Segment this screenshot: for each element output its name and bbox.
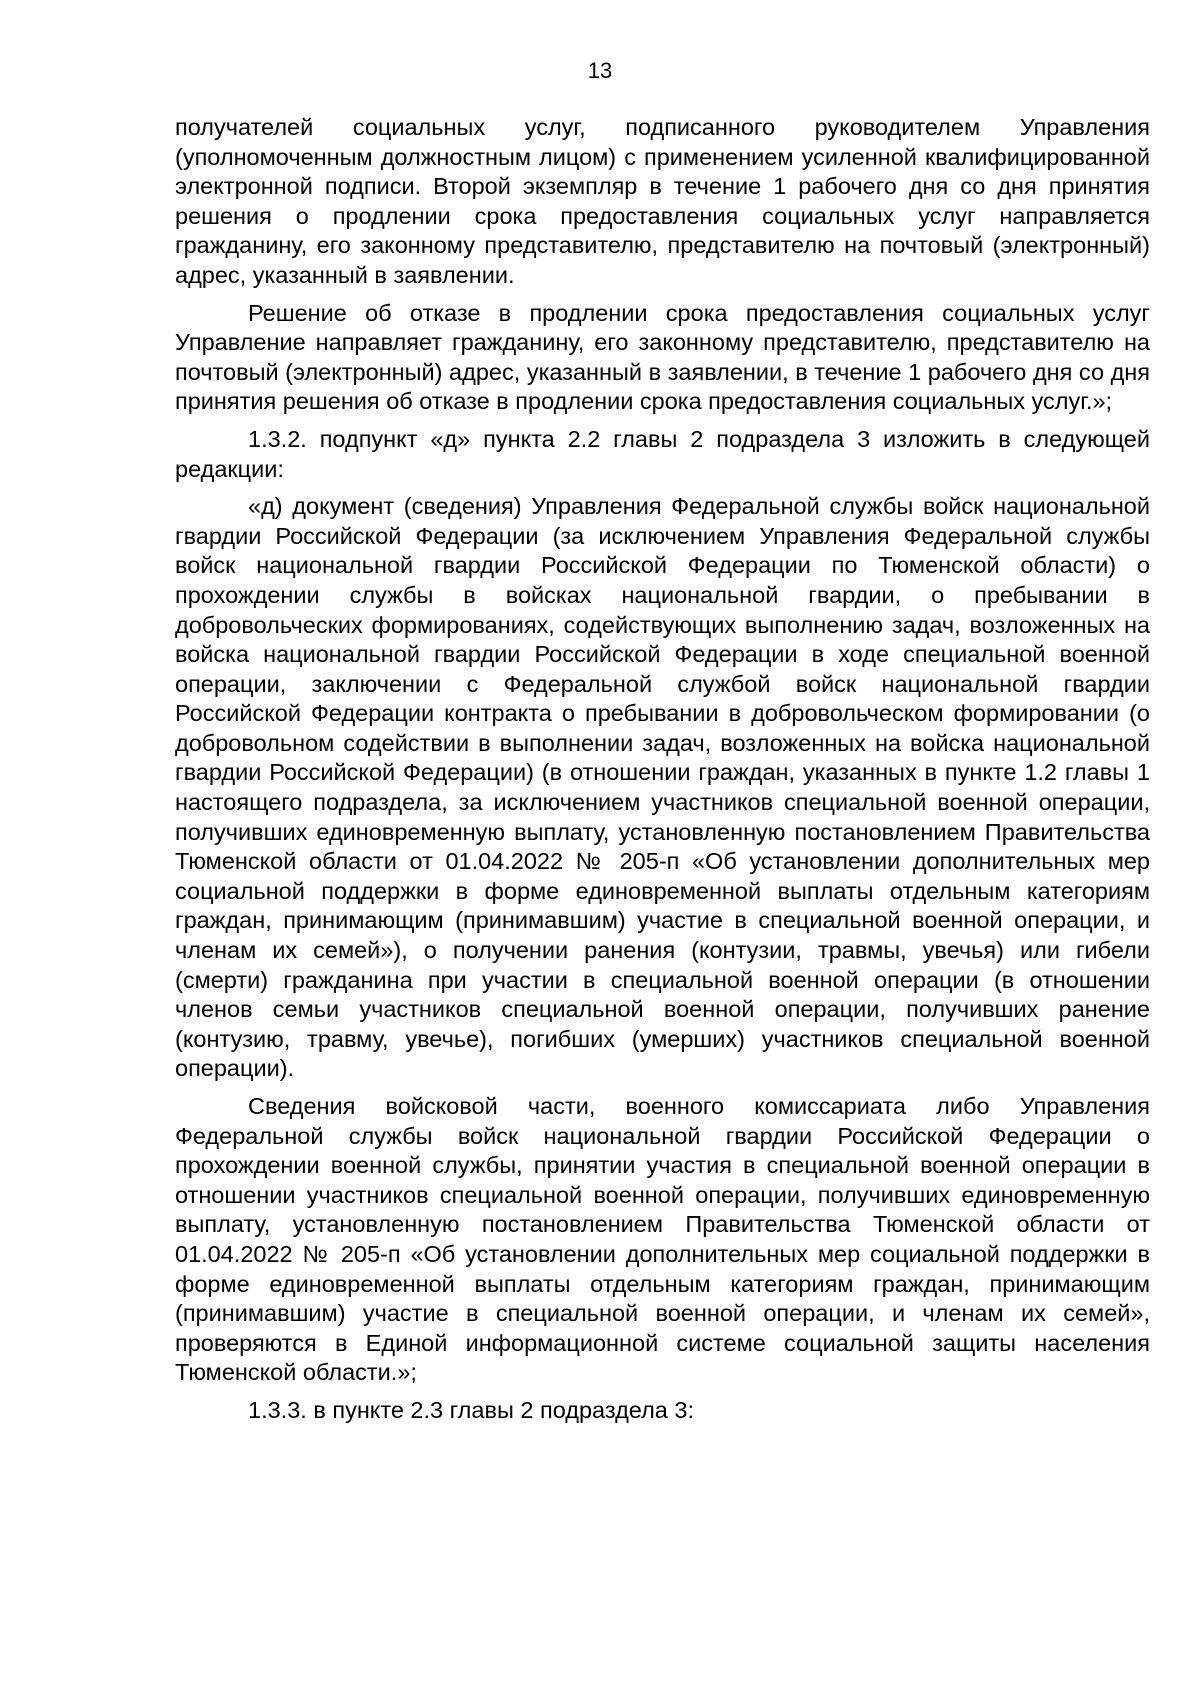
page-number: 13	[587, 58, 613, 83]
paragraph-1-3-3: 1.3.3. в пункте 2.3 главы 2 подраздела 3:	[248, 1396, 695, 1423]
paragraph-refusal-decision: Решение об отказе в продлении срока предоставления социальных услуг Управление направляет гражданину, его законному представителю, представителю на почтовый (электронный) адрес, указанный в заявлении, в течение 1 рабочего дня со дня принятия решения об отказе в продлении срока предоставления социальных услуг.»;	[175, 299, 1150, 415]
document-body	[175, 113, 1150, 1434]
paragraph-military-info: Сведения войсковой части, военного комиссариата либо Управления Федеральной службы войск национальной гвардии Российской Федерации о прохождении военной службы, принятии участия в специальной военной операции в отношении участников специальной военной операции, получивших единовременную выплату, установленную постановлением Правительства Тюменской области от 01.04.2022 № 205-п «Об установлении дополнительных мер социальной поддержки в форме единовременной выплаты отдельным категориям граждан, принимающим (принимавшим) участие в специальной военной операции, и членам их семей», проверяются в Единой информационной системе социальной защиты населения Тюменской области.»;	[175, 1093, 1150, 1386]
paragraph-1-3-2: 1.3.2. подпункт «д» пункта 2.2 главы 2 подраздела 3 изложить в следующей редакции:	[175, 425, 1150, 482]
paragraph-subitem-d: «д) документ (сведения) Управления Федеральной службы войск национальной гвардии Российской Федерации (за исключением Управления Федеральной службы войск национальной гвардии Российской Федерации по Тюменской области) о прохождении службы в войсках национальной гвардии, о пребывании в добровольческих формированиях, содействующих выполнению задач, возложенных на войска национальной гвардии Российской Федерации в ходе специальной военной операции, заключении с Федеральной службой войск национальной гвардии Российской Федерации контракта о пребывании в добровольческом формировании (о добровольном содействии в выполнении задач, возложенных на войска национальной гвардии Российской Федерации) (в отношении граждан, указанных в пункте 1.2 главы 1 настоящего подраздела, за исключением участников специальной военной операции, получивших единовременную выплату, установленную постановлением Правительства Тюменской области от 01.04.2022 № 205-п «Об установлении дополнительных мер социальной поддержки в форме единовременной выплаты отдельным категориям граждан, принимающим (принимавшим) участие в специальной военной операции, и членам их семей»), о получении ранения (контузии, травмы, увечья) или гибели (смерти) гражданина при участии в специальной военной операции (в отношении членов семьи участников специальной военной операции, получивших ранение (контузию, травму, увечье), погибших (умерших) участников специальной военной операции).	[175, 493, 1150, 1082]
paragraph-continuation: получателей социальных услуг, подписанного руководителем Управления (уполномоченным должностным лицом) с применением усиленной квалифицированной электронной подписи. Второй экземпляр в течение 1 рабочего дня со дня принятия решения о продлении срока предоставления социальных услуг направляется гражданину, его законному представителю, представителю на почтовый (электронный) адрес, указанный в заявлении.	[175, 114, 1150, 288]
